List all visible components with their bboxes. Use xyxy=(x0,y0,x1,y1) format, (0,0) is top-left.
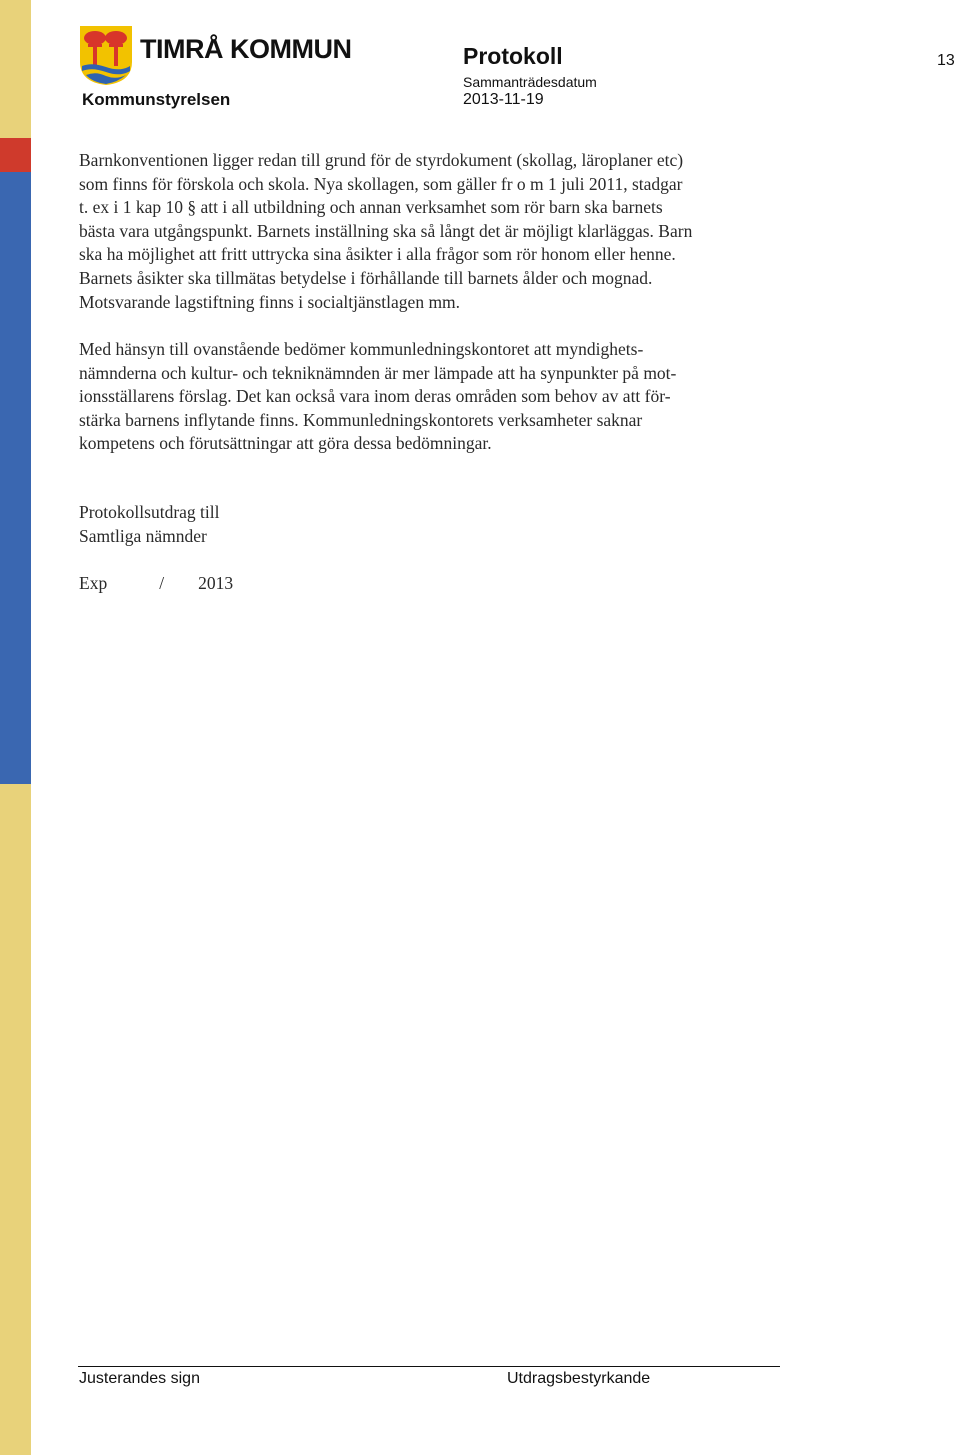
text-line: Barnkonventionen ligger redan till grund för de styrdokument (skollag, läroplaner etc) xyxy=(79,150,684,170)
stripe-segment-blue xyxy=(0,172,31,784)
text-line: ska ha möjlighet att fritt uttrycka sina åsikter i alla frågor som rör honom eller henne. xyxy=(79,244,676,265)
signature-label: Justerandes sign xyxy=(79,1370,200,1387)
footer-divider xyxy=(78,1366,780,1367)
text-line: kompetens och förutsättningar att göra dessa bedömningar. xyxy=(79,433,492,454)
stripe-segment-red xyxy=(0,138,31,172)
exp-label: Exp xyxy=(79,573,108,593)
text-line: bästa vara utgångspunkt. Barnets inställning ska så långt det är möjligt klarläggas. Barn xyxy=(79,220,693,241)
distribution-block xyxy=(79,501,779,548)
document-type: Protokoll xyxy=(463,43,563,69)
text-line: som finns för förskola och skola. Nya skollagen, som gäller fr o m 1 juli 2011, stadgar xyxy=(79,173,683,194)
paragraph-1 xyxy=(79,149,779,314)
municipal-coat-of-arms-icon xyxy=(78,24,134,86)
stripe-segment-top xyxy=(0,0,31,138)
text-line: ionsställarens förslag. Det kan också vara inom deras områden som behov av att för- xyxy=(79,386,671,407)
text-line: t. ex i 1 kap 10 § att i all utbildning och annan verksamhet som rör barn ska barnets xyxy=(79,197,663,218)
exp-slash: / xyxy=(159,573,165,593)
certification-label: Utdragsbestyrkande xyxy=(507,1370,651,1387)
meeting-date-label: Sammanträdesdatum xyxy=(463,74,597,90)
meeting-date-value: 2013-11-19 xyxy=(463,91,544,108)
organization-name: TIMRÅ KOMMUN xyxy=(140,34,352,64)
text-line: Med hänsyn till ovanstående bedömer kommunledningskontoret att myndighets- xyxy=(79,339,644,359)
paragraph-2 xyxy=(79,338,779,456)
expedition-line xyxy=(79,572,233,596)
left-color-stripe xyxy=(0,0,31,1455)
stripe-segment-bottom xyxy=(0,784,31,1455)
page-number: 13 xyxy=(937,52,955,69)
exp-year: 2013 xyxy=(198,573,234,593)
distribution-recipient: Samtliga nämnder xyxy=(79,525,207,546)
text-line: nämnderna och kultur- och tekniknämnden är mer lämpade att ha synpunkter på mot- xyxy=(79,362,677,383)
text-line: stärka barnens inflytande finns. Kommunledningskontorets verksamheter saknar xyxy=(79,409,643,430)
distribution-heading: Protokollsutdrag till xyxy=(79,502,220,522)
department-name: Kommunstyrelsen xyxy=(82,90,231,109)
text-line: Motsvarande lagstiftning finns i socialtjänstlagen mm. xyxy=(79,291,461,312)
text-line: Barnets åsikter ska tillmätas betydelse i förhållande till barnets ålder och mognad. xyxy=(79,267,653,288)
